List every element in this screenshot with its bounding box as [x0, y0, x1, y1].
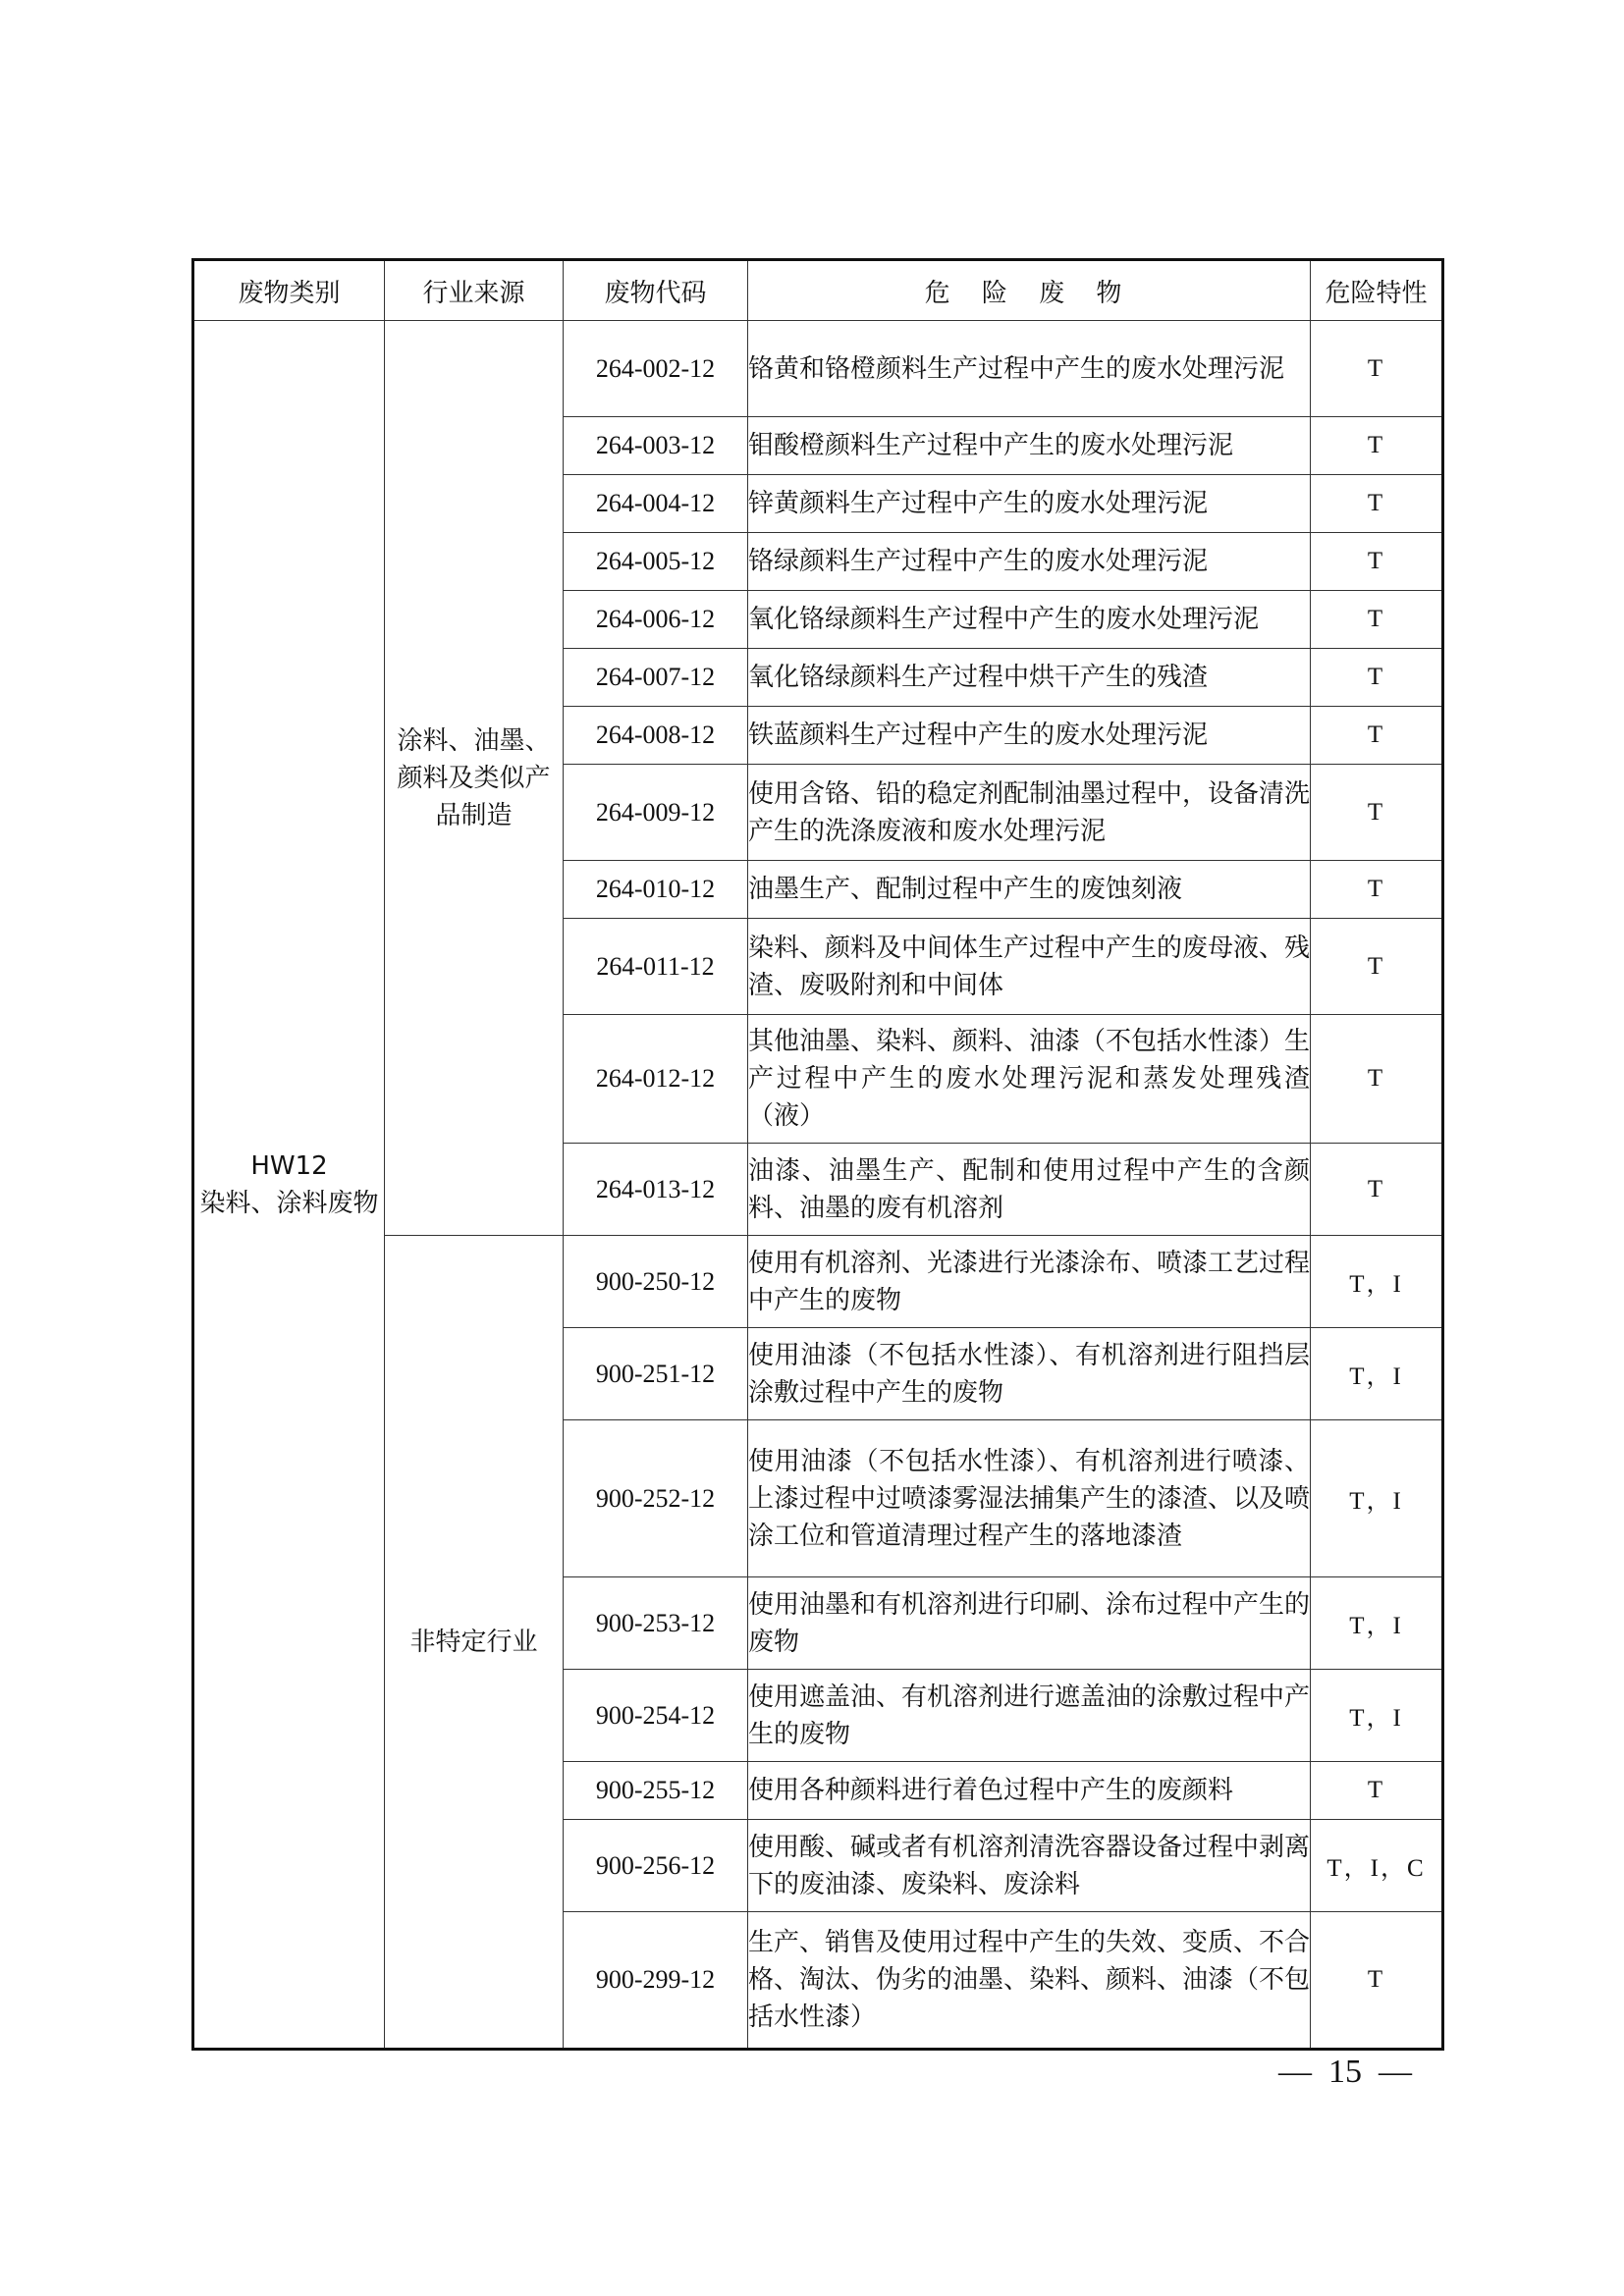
waste-code: 900-254-12	[564, 1670, 748, 1762]
waste-description: 使用有机溶剂、光漆进行光漆涂布、喷漆工艺过程中产生的废物	[748, 1236, 1311, 1328]
category-name: 染料、涂料废物	[199, 1188, 379, 1218]
waste-description: 氧化铬绿颜料生产过程中烘干产生的残渣	[748, 649, 1311, 707]
waste-description: 铬黄和铬橙颜料生产过程中产生的废水处理污泥	[748, 321, 1311, 417]
hazard-property: T，I	[1311, 1577, 1443, 1670]
hazard-property: T	[1311, 475, 1443, 533]
waste-code: 264-005-12	[564, 533, 748, 591]
waste-code: 264-002-12	[564, 321, 748, 417]
hazard-property: T	[1311, 417, 1443, 475]
industry-source-cell: 非特定行业	[385, 1236, 564, 2050]
hazard-property: T	[1311, 1144, 1443, 1236]
waste-description: 钼酸橙颜料生产过程中产生的废水处理污泥	[748, 417, 1311, 475]
waste-code: 264-004-12	[564, 475, 748, 533]
hazard-property: T，I	[1311, 1328, 1443, 1420]
waste-code: 264-012-12	[564, 1015, 748, 1144]
header-category: 废物类别	[193, 260, 385, 321]
hazard-property: T，I	[1311, 1236, 1443, 1328]
waste-code: 264-009-12	[564, 765, 748, 861]
waste-code: 264-013-12	[564, 1144, 748, 1236]
waste-description: 使用含铬、铅的稳定剂配制油墨过程中，设备清洗产生的洗涤废液和废水处理污泥	[748, 765, 1311, 861]
waste-description: 使用油漆（不包括水性漆）、有机溶剂进行喷漆、上漆过程中过喷漆雾湿法捕集产生的漆渣、以及喷涂工位和管道清理过程产生的落地漆渣	[748, 1420, 1311, 1577]
waste-description: 氧化铬绿颜料生产过程中产生的废水处理污泥	[748, 591, 1311, 649]
hazard-property: T	[1311, 321, 1443, 417]
waste-code: 900-250-12	[564, 1236, 748, 1328]
waste-description: 油墨生产、配制过程中产生的废蚀刻液	[748, 861, 1311, 919]
waste-description: 其他油墨、染料、颜料、油漆（不包括水性漆）生产过程中产生的废水处理污泥和蒸发处理残渣（液）	[748, 1015, 1311, 1144]
waste-code: 264-003-12	[564, 417, 748, 475]
hazard-property: T，I，C	[1311, 1820, 1443, 1912]
waste-description: 生产、销售及使用过程中产生的失效、变质、不合格、淘汰、伪劣的油墨、染料、颜料、油漆（不包括水性漆）	[748, 1912, 1311, 2050]
waste-description: 染料、颜料及中间体生产过程中产生的废母液、残渣、废吸附剂和中间体	[748, 919, 1311, 1015]
waste-code: 264-008-12	[564, 707, 748, 765]
page-number: — 15 —	[1278, 2054, 1412, 2090]
waste-description: 使用酸、碱或者有机溶剂清洗容器设备过程中剥离下的废油漆、废染料、废涂料	[748, 1820, 1311, 1912]
waste-code: 264-007-12	[564, 649, 748, 707]
hazard-property: T	[1311, 533, 1443, 591]
waste-description: 使用油漆（不包括水性漆）、有机溶剂进行阻挡层涂敷过程中产生的废物	[748, 1328, 1311, 1420]
hazard-property: T，I	[1311, 1670, 1443, 1762]
table-header-row	[193, 260, 1443, 321]
hazard-property: T	[1311, 1762, 1443, 1820]
waste-description: 使用遮盖油、有机溶剂进行遮盖油的涂敷过程中产生的废物	[748, 1670, 1311, 1762]
waste-description: 油漆、油墨生产、配制和使用过程中产生的含颜料、油墨的废有机溶剂	[748, 1144, 1311, 1236]
waste-code: 900-255-12	[564, 1762, 748, 1820]
header-code: 废物代码	[564, 260, 748, 321]
header-hazard-property: 危险特性	[1311, 260, 1443, 321]
header-hazardous-waste: 危 险 废 物	[748, 260, 1311, 321]
waste-code: 264-011-12	[564, 919, 748, 1015]
hazard-property: T	[1311, 591, 1443, 649]
hazard-property: T	[1311, 1015, 1443, 1144]
waste-description: 使用各种颜料进行着色过程中产生的废颜料	[748, 1762, 1311, 1820]
hazard-property: T，I	[1311, 1420, 1443, 1577]
hazard-property: T	[1311, 707, 1443, 765]
hazard-property: T	[1311, 919, 1443, 1015]
waste-code: 264-006-12	[564, 591, 748, 649]
waste-code: 264-010-12	[564, 861, 748, 919]
waste-code: 900-252-12	[564, 1420, 748, 1577]
waste-description: 铁蓝颜料生产过程中产生的废水处理污泥	[748, 707, 1311, 765]
table-row	[193, 321, 1443, 417]
hazard-property: T	[1311, 649, 1443, 707]
waste-code: 900-253-12	[564, 1577, 748, 1670]
hazard-property: T	[1311, 765, 1443, 861]
category-code: HW12	[250, 1150, 328, 1181]
industry-source-cell: 涂料、油墨、颜料及类似产品制造	[385, 321, 564, 1236]
waste-code: 900-299-12	[564, 1912, 748, 2050]
waste-description: 锌黄颜料生产过程中产生的废水处理污泥	[748, 475, 1311, 533]
waste-description: 使用油墨和有机溶剂进行印刷、涂布过程中产生的废物	[748, 1577, 1311, 1670]
hazard-property: T	[1311, 861, 1443, 919]
header-industry: 行业来源	[385, 260, 564, 321]
waste-category-cell	[193, 321, 385, 2050]
hazard-property: T	[1311, 1912, 1443, 2050]
hazardous-waste-table	[191, 258, 1444, 2051]
waste-description: 铬绿颜料生产过程中产生的废水处理污泥	[748, 533, 1311, 591]
waste-code: 900-251-12	[564, 1328, 748, 1420]
waste-code: 900-256-12	[564, 1820, 748, 1912]
